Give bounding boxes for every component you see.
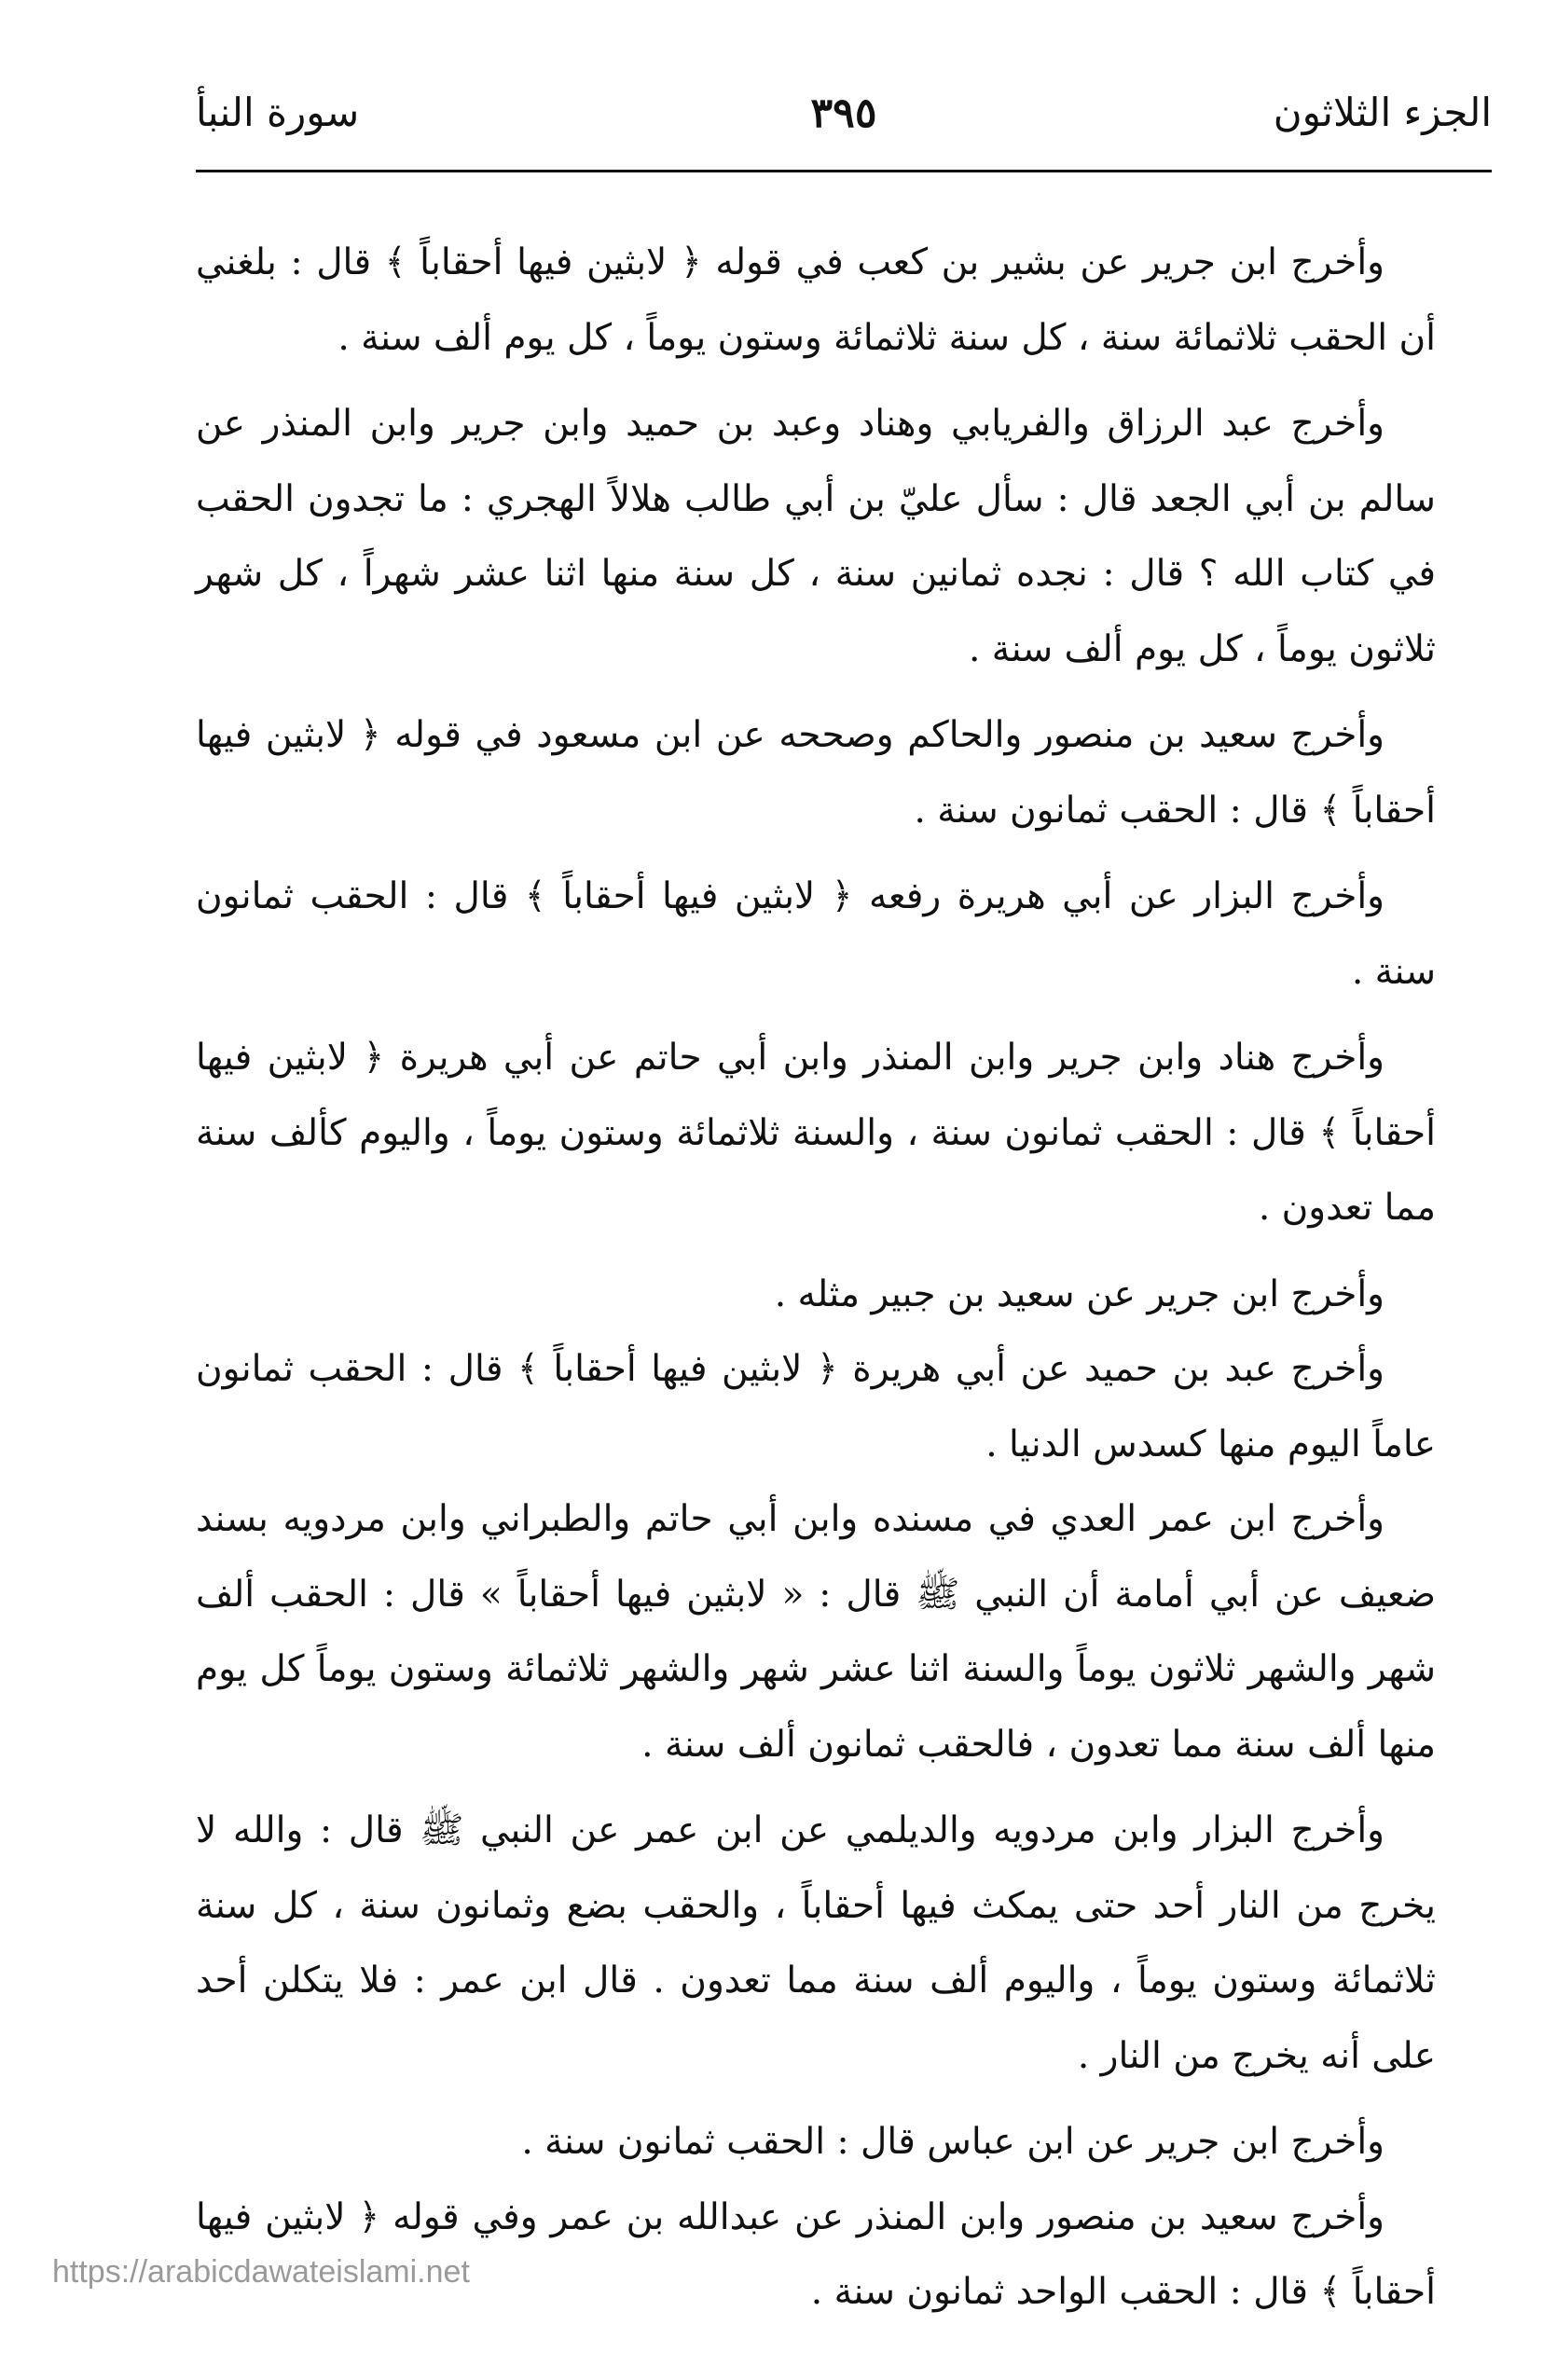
page-number: ٣٩٥	[810, 89, 877, 137]
paragraph: وأخرج عبد بن حميد عن أبي هريرة ﴿ لابثين فيها أحقاباً ﴾ قال : الحقب ثمانون عاماً اليوم منها كسدس الدنيا .	[196, 1348, 1436, 1465]
paragraph: وأخرج سعيد بن منصور وابن المنذر عن عبدالله بن عمر وفي قوله ﴿ لابثين فيها أحقاباً ﴾ قال : الحقب الواحد ثمانون سنة .	[196, 2195, 1436, 2313]
paragraph: وأخرج ابن جرير عن بشير بن كعب في قوله ﴿ لابثين فيها أحقاباً ﴾ قال : بلغني أن الحقب ثلاثمائة سنة ، كل سنة ثلاثمائة وستون يوماً ، كل يوم ألف سنة .	[196, 241, 1436, 359]
paragraph: وأخرج ابن جرير عن سعيد بن جبير مثله .	[774, 1273, 1385, 1315]
page-header	[196, 89, 1492, 173]
paragraph: وأخرج عبد الرزاق والفريابي وهناد وعبد بن حميد وابن جرير وابن المنذر عن سالم بن أبي الجعد قال : سأل عليّ بن أبي طالب هلالاً الهجري : ما تجدون الحقب في كتاب الله ؟ قال : نجده ثمانين سنة ، كل سنة منها اثنا عشر شهراً ، كل شهر ثلاثون يوماً ، كل يوم ألف سنة .	[196, 403, 1436, 670]
paragraph: وأخرج سعيد بن منصور والحاكم وصححه عن ابن مسعود في قوله ﴿ لابثين فيها أحقاباً ﴾ قال : الحقب ثمانون سنة .	[196, 714, 1436, 832]
page-body	[196, 226, 1436, 2331]
juz-title: الجزء الثلاثون	[1273, 89, 1492, 135]
paragraph: وأخرج هناد وابن جرير وابن المنذر وابن أبي حاتم عن أبي هريرة ﴿ لابثين فيها أحقاباً ﴾ قال : الحقب ثمانون سنة ، والسنة ثلاثمائة وستون يوماً ، واليوم كألف سنة مما تعدون .	[196, 1037, 1436, 1229]
paragraph: وأخرج البزار عن أبي هريرة رفعه ﴿ لابثين فيها أحقاباً ﴾ قال : الحقب ثمانون سنة .	[196, 875, 1436, 993]
paragraph: وأخرج البزار وابن مردويه والديلمي عن ابن عمر عن النبي ﷺ قال : والله لا يخرج من النار أحد حتى يمكث فيها أحقاباً ، والحقب بضع وثمانون سنة ، كل سنة ثلاثمائة وستون يوماً ، واليوم ألف سنة مما تعدون . قال ابن عمر : فلا يتكلن أحد على أنه يخرج من النار .	[196, 1809, 1436, 2077]
surah-title: سورة النبأ	[196, 89, 360, 135]
paragraph: وأخرج ابن جرير عن ابن عباس قال : الحقب ثمانون سنة .	[521, 2121, 1385, 2163]
header-divider	[196, 170, 1492, 172]
watermark-url: https://arabicdawateislami.net	[52, 2254, 470, 2290]
paragraph: وأخرج ابن عمر العدي في مسنده وابن أبي حاتم والطبراني وابن مردويه بسند ضعيف عن أبي أمامة أن النبي ﷺ قال : « لابثين فيها أحقاباً » قال : الحقب ألف شهر والشهر ثلاثون يوماً والسنة اثنا عشر شهر والشهر ثلاثمائة وستون يوماً كل يوم منها ألف سنة مما تعدون ، فالحقب ثمانون ألف سنة .	[196, 1498, 1436, 1766]
